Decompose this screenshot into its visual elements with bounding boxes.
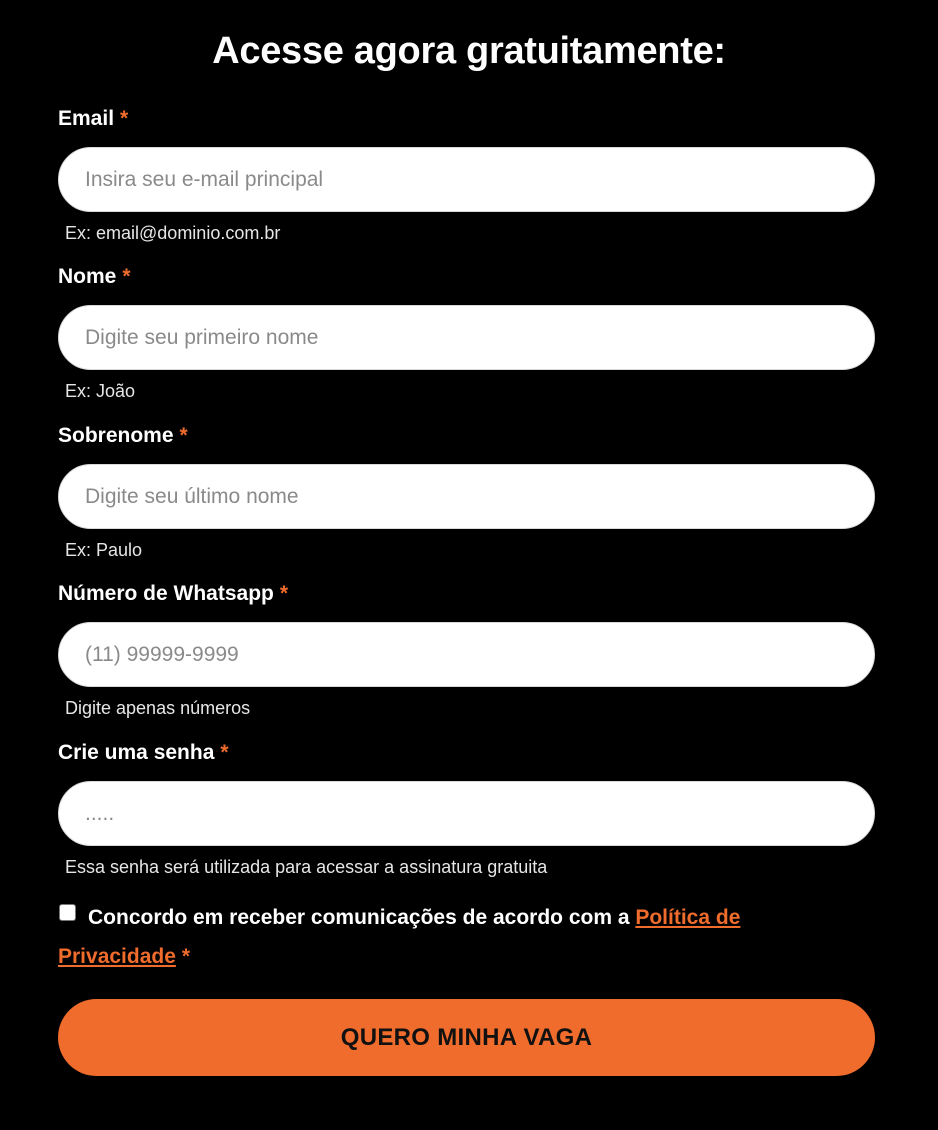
email-field-group [58,106,875,244]
whatsapp-label-text: Número de Whatsapp [58,582,274,605]
last-name-field-group [58,423,875,561]
whatsapp-hint: Digite apenas números [65,698,251,718]
required-marker: * [122,265,131,288]
first-name-input[interactable] [58,305,875,370]
last-name-label-text: Sobrenome [58,424,174,447]
first-name-hint: Ex: João [65,381,136,401]
email-label [58,106,875,132]
first-name-field-group [58,264,875,402]
required-marker: * [179,424,188,447]
last-name-hint: Ex: Paulo [65,540,143,560]
required-marker: * [120,107,129,130]
email-label-text: Email [58,107,115,130]
last-name-label [58,423,875,449]
form-title: Acesse agora gratuitamente: [212,30,726,72]
required-marker: * [220,741,229,764]
consent-checkbox[interactable] [59,904,76,921]
consent-row [58,898,875,976]
password-field-group [58,740,875,878]
consent-text: Concordo em receber comunicações de acordo com a [88,906,636,929]
submit-button[interactable]: QUERO MINHA VAGA [58,999,875,1076]
privacy-policy-link[interactable]: Política de Privacidade [58,906,741,968]
required-marker: * [181,945,191,968]
first-name-label-text: Nome [58,265,117,288]
whatsapp-input[interactable] [58,622,875,687]
first-name-label [58,264,875,290]
password-hint: Essa senha será utilizada para acessar a assinatura gratuita [65,857,548,877]
password-label-text: Crie uma senha [58,741,215,764]
required-marker: * [279,582,289,605]
whatsapp-label [58,581,875,607]
email-input[interactable] [58,147,875,212]
password-label [58,740,875,766]
whatsapp-field-group [58,581,875,719]
email-hint: Ex: email@dominio.com.br [65,223,281,243]
last-name-input[interactable] [58,464,875,529]
password-input[interactable] [58,781,875,846]
